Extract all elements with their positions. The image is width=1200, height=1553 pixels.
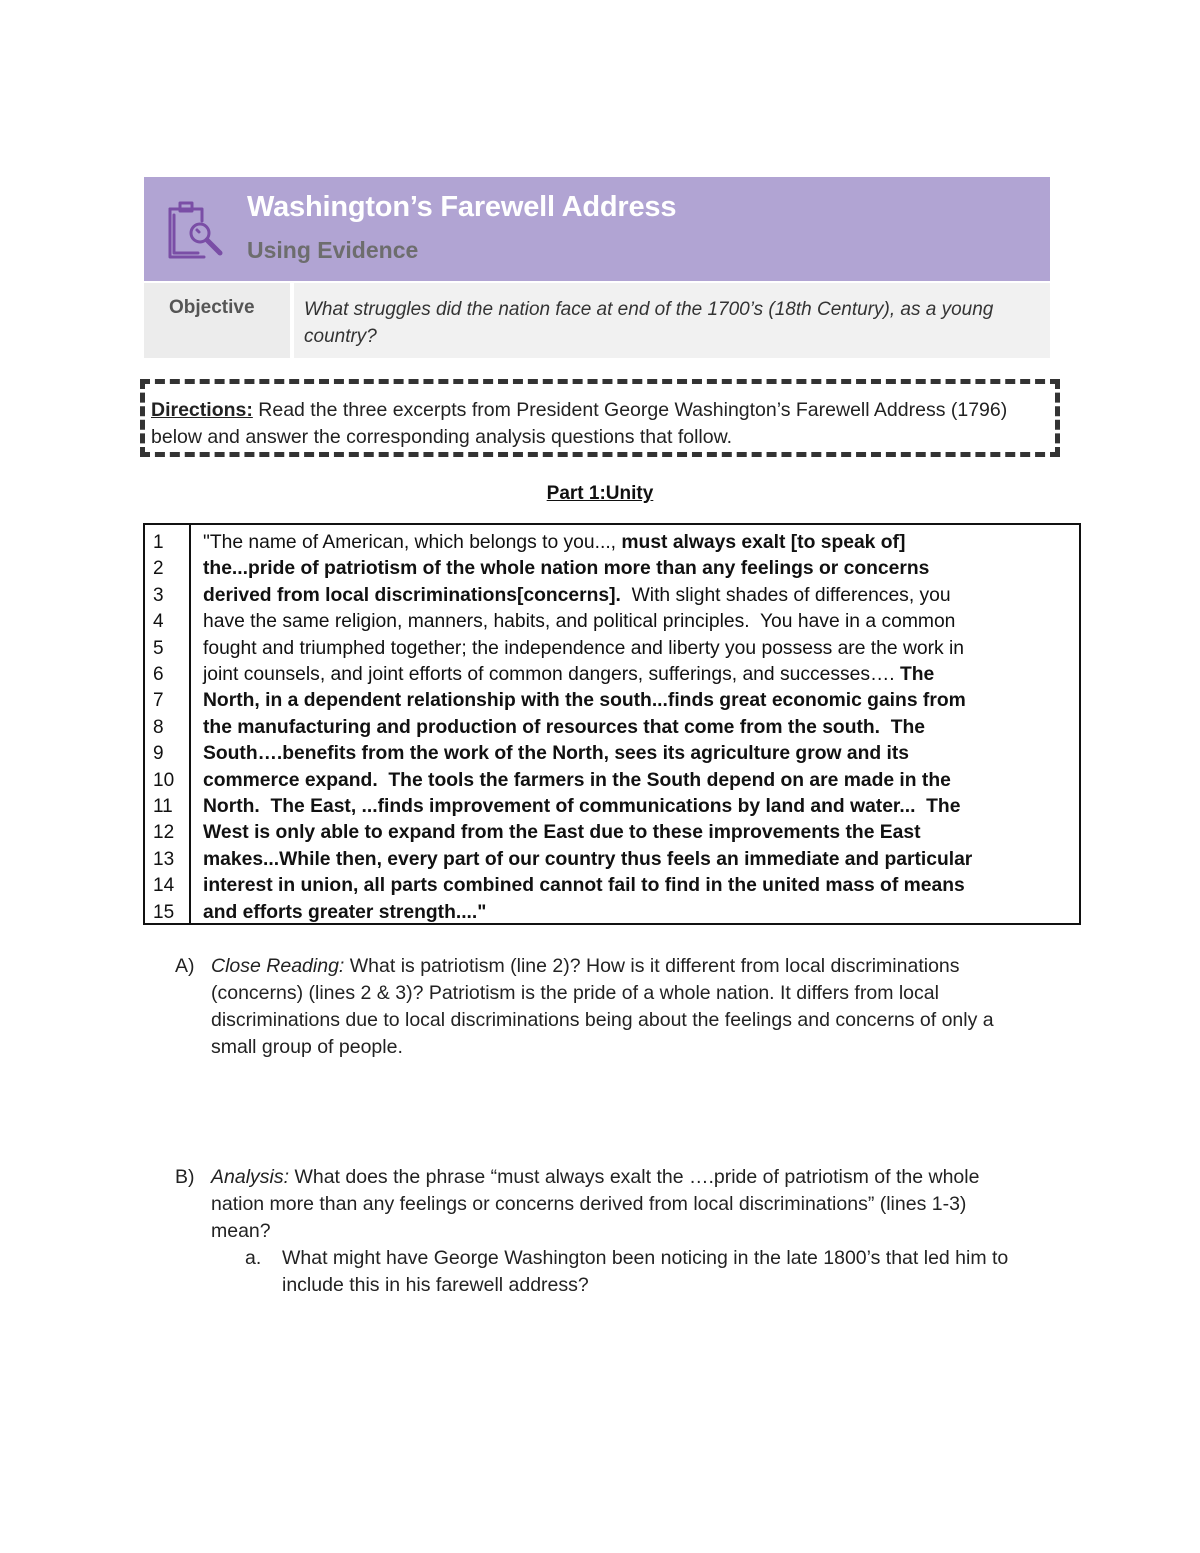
directions-box bbox=[140, 379, 1060, 457]
worksheet-subtitle: Using Evidence bbox=[247, 237, 419, 263]
line-number: 11 bbox=[153, 796, 173, 818]
line-number: 5 bbox=[153, 637, 164, 659]
question-a-label: Close Reading: bbox=[211, 955, 345, 977]
line-number: 7 bbox=[153, 690, 164, 712]
question-b-letter: B) bbox=[175, 1166, 195, 1188]
line-number: 10 bbox=[153, 769, 175, 791]
line-number: 13 bbox=[153, 848, 175, 870]
line-number: 15 bbox=[153, 901, 175, 923]
question-a-letter: A) bbox=[175, 955, 195, 977]
question-b-body bbox=[211, 1164, 1031, 1245]
excerpt-bold-segment: and efforts greater strength...." bbox=[203, 901, 487, 923]
question-b-label: Analysis: bbox=[211, 1166, 290, 1188]
excerpt-line bbox=[203, 662, 1075, 688]
excerpt-line bbox=[203, 794, 1075, 820]
line-number: 4 bbox=[153, 611, 164, 633]
excerpt-line bbox=[203, 900, 1075, 926]
excerpt-divider bbox=[189, 525, 191, 923]
objective-label-cell bbox=[144, 283, 290, 358]
excerpt-bold-segment: North, in a dependent relationship with the south...finds great economic gains from bbox=[203, 690, 966, 712]
excerpt-bold-segment: The bbox=[900, 664, 935, 686]
excerpt-segment: have the same religion, manners, habits, and political principles. You have in a common bbox=[203, 611, 956, 633]
directions-body: Read the three excerpts from President George Washington’s Farewell Address (1796) below and answer the corresponding analysis questions that follow. bbox=[151, 399, 1008, 448]
worksheet-title: Washington’s Farewell Address bbox=[247, 191, 677, 223]
question-a-body bbox=[211, 953, 1031, 1061]
worksheet-header bbox=[144, 177, 1050, 281]
excerpt-line bbox=[203, 556, 1075, 582]
excerpt-line bbox=[203, 715, 1075, 741]
excerpt-bold-segment: makes...While then, every part of our country thus feels an immediate and particular bbox=[203, 848, 973, 870]
part-1-heading: Part 1:Unity bbox=[546, 483, 654, 504]
excerpt-bold-segment: must always exalt [to speak of] bbox=[621, 532, 906, 553]
line-number: 2 bbox=[153, 558, 164, 580]
clipboard-magnifier-icon bbox=[164, 199, 226, 261]
objective-label: Objective bbox=[169, 297, 255, 318]
objective-text-cell bbox=[294, 283, 1050, 358]
excerpt-bold-segment: South….benefits from the work of the North, sees its agriculture grow and its bbox=[203, 743, 909, 765]
excerpt-line bbox=[203, 820, 1075, 846]
excerpt-line bbox=[203, 636, 1075, 662]
line-number: 9 bbox=[153, 743, 164, 765]
question-a bbox=[175, 953, 1055, 1063]
directions-label: Directions: bbox=[151, 399, 253, 421]
line-number: 6 bbox=[153, 664, 164, 686]
question-b bbox=[175, 1164, 1055, 1304]
excerpt-line bbox=[203, 741, 1075, 767]
excerpt-bold-segment: North. The East, ...finds improvement of communications by land and water... The bbox=[203, 796, 961, 818]
excerpt-line bbox=[203, 847, 1075, 873]
directions-text bbox=[151, 397, 1051, 451]
objective-row bbox=[144, 283, 1050, 358]
excerpt-segment: fought and triumphed together; the independence and liberty you possess are the work in bbox=[203, 637, 965, 659]
line-number: 1 bbox=[153, 532, 164, 553]
excerpt-bold-segment: derived from local discriminations[concerns]. bbox=[203, 584, 621, 606]
question-a-text: What is patriotism (line 2)? How is it different from local discriminations (concerns) (lines 2 & 3)? Patriotism is the pride of a whole nation. It differs from local discriminations due to local discriminations being about the feelings and concerns of only a small group of people. bbox=[211, 955, 994, 1058]
excerpt-bold-segment: West is only able to expand from the East due to these improvements the East bbox=[203, 822, 921, 844]
excerpt-line bbox=[203, 583, 1075, 609]
excerpt-segment: joint counsels, and joint efforts of common dangers, sufferings, and successes…. bbox=[203, 664, 900, 686]
line-number: 14 bbox=[153, 875, 175, 897]
excerpt-bold-segment: the manufacturing and production of resources that come from the south. The bbox=[203, 716, 926, 738]
excerpt-line bbox=[203, 609, 1075, 635]
question-b-text: What does the phrase “must always exalt the ….pride of patriotism of the whole nation more than any feelings or concerns derived from local discriminations” (lines 1-3) mean? bbox=[211, 1166, 980, 1242]
excerpt-line bbox=[203, 530, 1075, 556]
excerpt-segment: "The name of American, which belongs to you..., bbox=[203, 532, 622, 553]
excerpt-segment: With slight shades of differences, you bbox=[620, 584, 951, 606]
question-b-sub-letter: a. bbox=[245, 1247, 262, 1269]
excerpt-line bbox=[203, 768, 1075, 794]
excerpt-line bbox=[203, 873, 1075, 899]
excerpt-table bbox=[143, 523, 1081, 925]
line-number: 3 bbox=[153, 584, 164, 606]
objective-text: What struggles did the nation face at end of the 1700’s (18th Century), as a young country? bbox=[304, 299, 994, 347]
excerpt-text bbox=[203, 530, 1075, 926]
excerpt-line bbox=[203, 688, 1075, 714]
line-number-column bbox=[153, 530, 174, 926]
excerpt-bold-segment: interest in union, all parts combined cannot fail to find in the united mass of means bbox=[203, 875, 965, 897]
excerpt-bold-segment: commerce expand. The tools the farmers in the South depend on are made in the bbox=[203, 769, 951, 791]
line-number: 8 bbox=[153, 716, 164, 738]
question-b-sub-text: What might have George Washington been noticing in the late 1800’s that led him to include this in his farewell address? bbox=[282, 1247, 1009, 1296]
excerpt-bold-segment: the...pride of patriotism of the whole nation more than any feelings or concerns bbox=[203, 558, 930, 580]
line-number: 12 bbox=[153, 822, 175, 844]
